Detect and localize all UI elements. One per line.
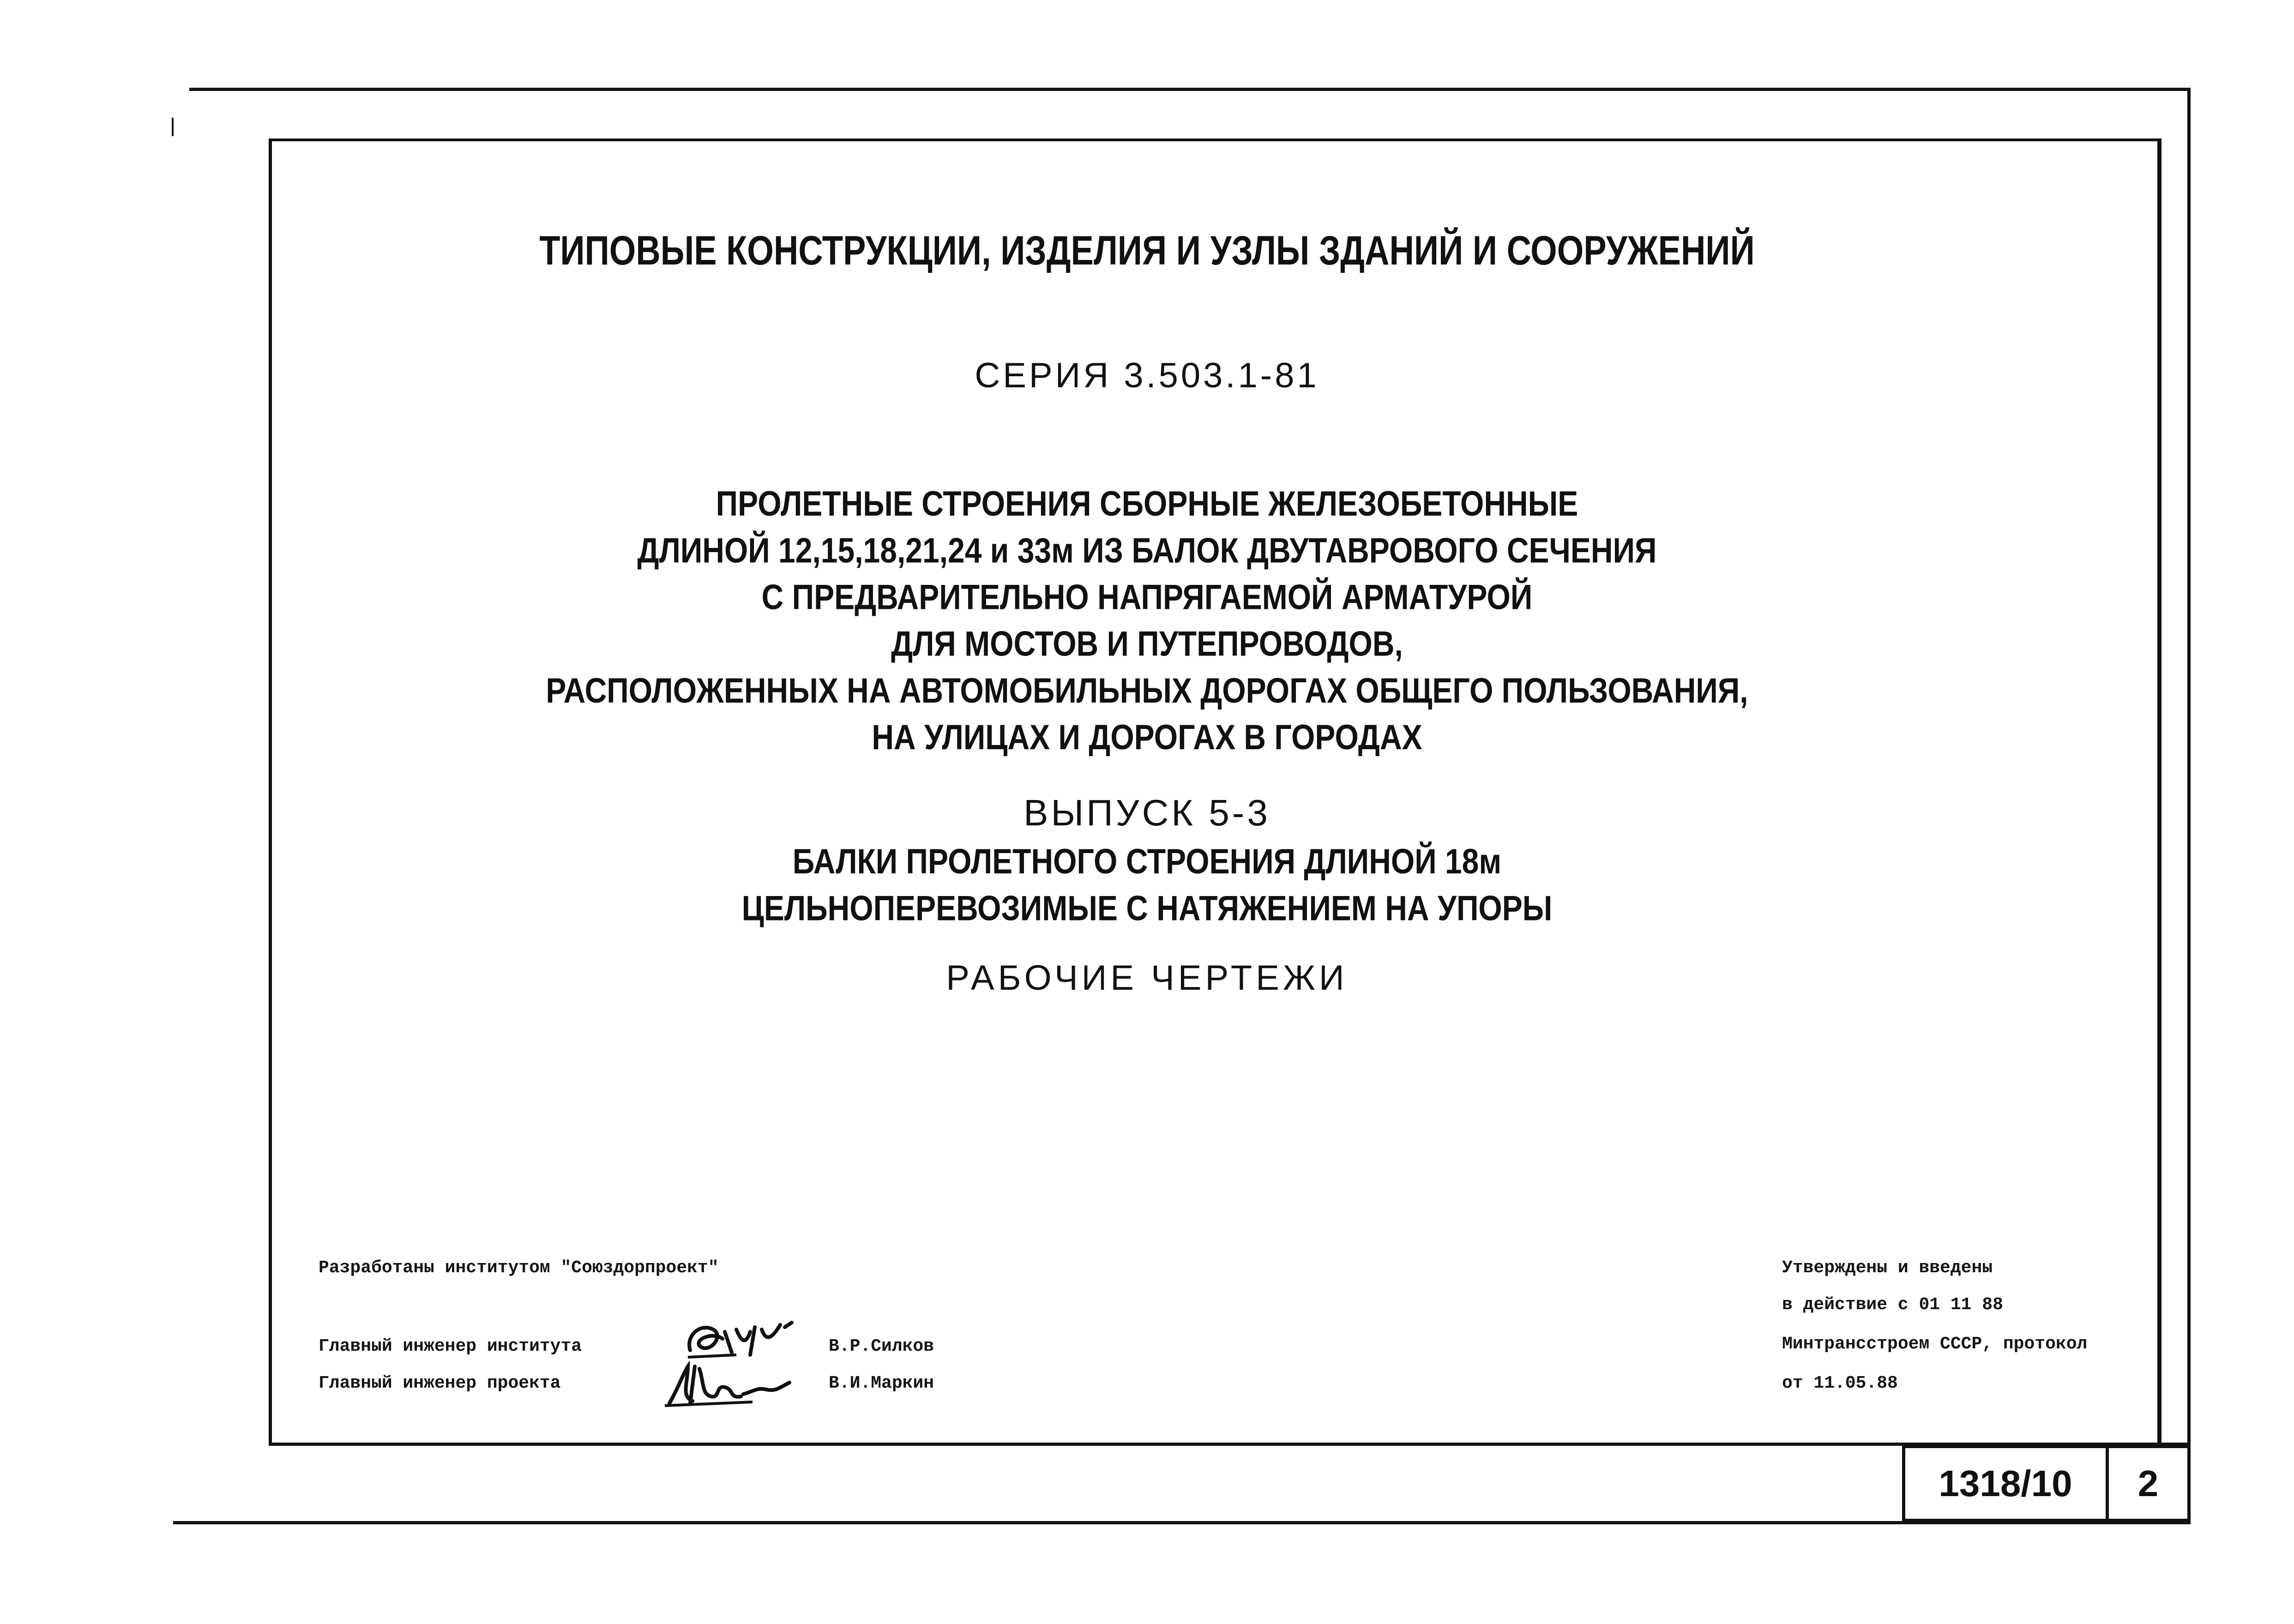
issue-label: ВЫПУСК 5-3 — [1024, 792, 1270, 833]
frame-top-line — [189, 88, 2191, 91]
developed-by: Разработаны институтом "Союздорпроект" — [319, 1258, 719, 1278]
signature-name-2: В.И.Маркин — [829, 1373, 934, 1393]
approval-line: от 11.05.88 — [1782, 1373, 1898, 1393]
issue-line: ЦЕЛЬНОПЕРЕВОЗИМЫЕ С НАТЯЖЕНИЕМ НА УПОРЫ — [741, 888, 1553, 928]
issue-line: БАЛКИ ПРОЛЕТНОГО СТРОЕНИЯ ДЛИНОЙ 18м — [792, 842, 1502, 881]
approval-line: в действие с 01 11 88 — [1782, 1295, 2003, 1315]
signature-role-1: Главный инженер института — [319, 1336, 582, 1356]
signature-mark-1 — [681, 1318, 801, 1364]
approval-line: Утверждены и введены — [1782, 1258, 1993, 1278]
signature-name-1: В.Р.Силков — [829, 1336, 934, 1356]
frame-left-tick — [172, 118, 174, 136]
description-line: ДЛИНОЙ 12,15,18,21,24 и 33м ИЗ БАЛОК ДВУТАВРОВОГО СЕЧЕНИЯ — [637, 530, 1657, 570]
description-line: НА УЛИЦАХ И ДОРОГАХ В ГОРОДАХ — [872, 717, 1422, 757]
frame-bottom-line — [173, 1521, 2191, 1524]
signature-role-2: Главный инженер проекта — [319, 1373, 561, 1393]
signature-mark-2 — [660, 1359, 799, 1410]
approval-line: Минтрансстроем СССР, протокол — [1782, 1334, 2088, 1354]
stamp-code: 1318/10 — [1902, 1445, 2109, 1522]
stamp-sheet: 2 — [2106, 1445, 2191, 1522]
description-line: ПРОЛЕТНЫЕ СТРОЕНИЯ СБОРНЫЕ ЖЕЛЕЗОБЕТОННЫЕ — [716, 484, 1578, 523]
description-line: С ПРЕДВАРИТЕЛЬНО НАПРЯГАЕМОЙ АРМАТУРОЙ — [761, 577, 1533, 617]
description-line: ДЛЯ МОСТОВ И ПУТЕПРОВОДОВ, — [891, 624, 1403, 663]
doc-type: РАБОЧИЕ ЧЕРТЕЖИ — [946, 958, 1348, 998]
issue-description — [0, 838, 2294, 931]
description-line: РАСПОЛОЖЕННЫХ НА АВТОМОБИЛЬНЫХ ДОРОГАХ ОБЩЕГО ПОЛЬЗОВАНИЯ, — [546, 670, 1748, 710]
header-title: ТИПОВЫЕ КОНСТРУКЦИИ, ИЗДЕЛИЯ И УЗЛЫ ЗДАНИЙ И СООРУЖЕНИЙ — [539, 227, 1755, 274]
description-block — [0, 480, 2294, 760]
series-label: СЕРИЯ 3.503.1-81 — [975, 356, 1319, 395]
